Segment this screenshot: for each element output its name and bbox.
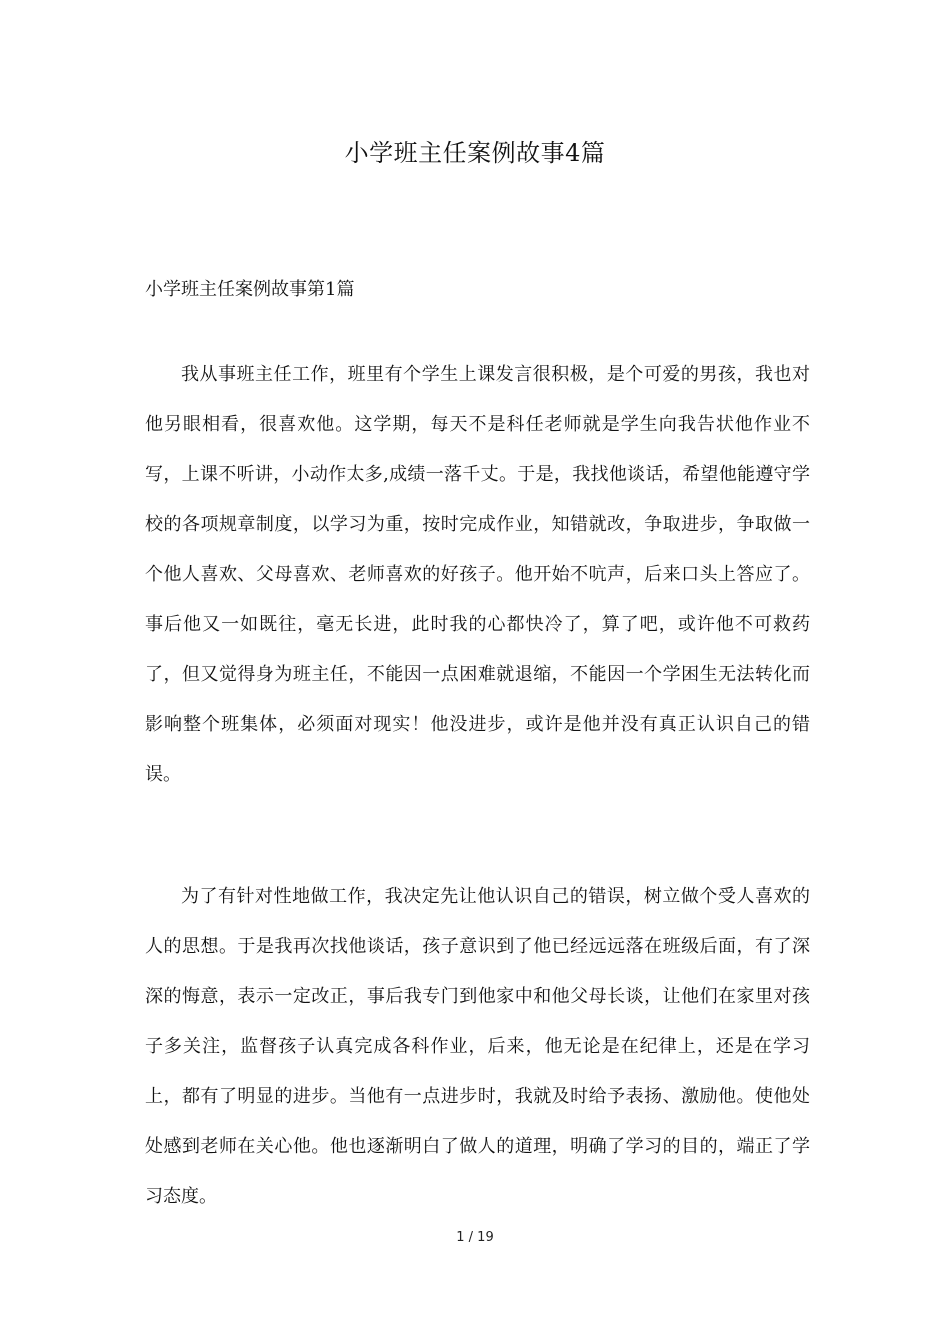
body-paragraph: 为了有针对性地做工作，我决定先让他认识自己的错误，树立做个受人喜欢的人的思想。于是我再次找他谈话，孩子意识到了他已经远远落在班级后面，有了深深的悔意，表示一定改正，事后我专门到他家中和他父母长谈，让他们在家里对孩子多关注，监督孩子认真完成各科作业，后来，他无论是在纪律上，还是在学习上，都有了明显的进步。当他有一点进步时，我就及时给予表扬、激励他。使他处处感到老师在关心他。他也逐渐明白了做人的道理，明确了学习的目的，端正了学习态度。 — [145, 886, 810, 1207]
document-title: 小学班主任案例故事4篇 — [344, 139, 606, 167]
page-number: 1 / 19 — [456, 1230, 494, 1245]
body-paragraph: 我从事班主任工作，班里有个学生上课发言很积极，是个可爱的男孩，我也对他另眼相看，很喜欢他。这学期，每天不是科任老师就是学生向我告状他作业不写，上课不听讲，小动作太多,成绩一落千丈。于是，我找他谈话，希望他能遵守学校的各项规章制度，以学习为重，按时完成作业，知错就改，争取进步，争取做一个他人喜欢、父母喜欢、老师喜欢的好孩子。他开始不吭声，后来口头上答应了。事后他又一如既往，毫无长进，此时我的心都快冷了，算了吧，或许他不可救药了，但又觉得身为班主任，不能因一点困难就退缩，不能因一个学困生无法转化而影响整个班集体，必须面对现实！他没进步，或许是他并没有真正认识自己的错误。 — [145, 364, 810, 785]
section-heading: 小学班主任案例故事第1篇 — [145, 279, 355, 300]
